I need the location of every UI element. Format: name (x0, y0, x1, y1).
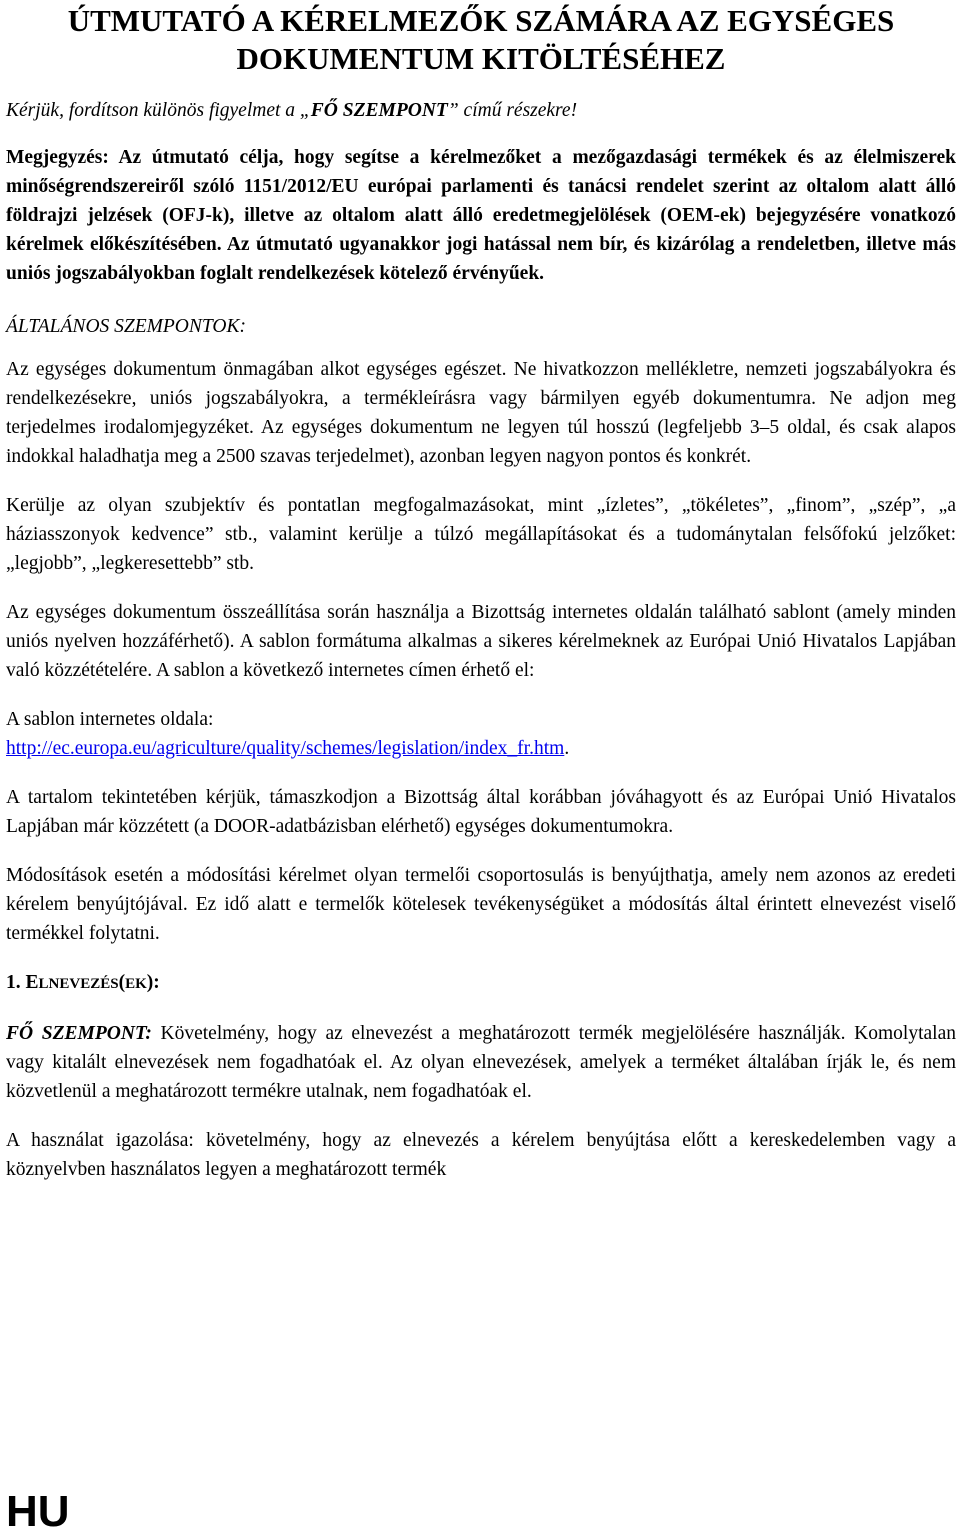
template-link[interactable]: http://ec.europa.eu/agriculture/quality/schemes/legislation/index_fr.htm (6, 738, 565, 759)
language-code: HU (6, 1487, 70, 1536)
main-point-text: Követelmény, hogy az elnevezést a meghatározott termék megjelölésére használják. Komolytalan vagy kitalált elnevezések nem fogadhatóak el. Az olyan elnevezések, amelyek a terméket általában írják le, és nem közvetlenül a meghatározott termékre utalnak, nem fogadhatóak el. (6, 1023, 956, 1102)
subtitle (6, 98, 956, 124)
paragraph-3: Az egységes dokumentum összeállítása során használja a Bizottság internetes oldalán található sablont (amely minden uniós nyelven hozzáférhető). A sablon formátuma alkalmas a sikeres kérelmeknek az Európai Unió Hivatalos Lapjában való közzétételére. A sablon a következő internetes címen érhető el: (6, 602, 956, 681)
template-link-end: . (564, 738, 570, 759)
title-line-1: ÚTMUTATÓ A KÉRELMEZŐK SZÁMÁRA AZ EGYSÉGES (67, 3, 895, 38)
template-link-line (6, 734, 956, 763)
usage-paragraph: A használat igazolása: követelmény, hogy az elnevezés a kérelem benyújtása előtt a kereskedelemben vagy a köznyelvben használatos legyen a meghatározott termék (6, 1130, 956, 1180)
subtitle-bold: FŐ SZEMPONT (310, 100, 448, 121)
section-1-sc1: LNEVEZÉS (38, 976, 119, 992)
title-line-2: DOKUMENTUM KITÖLTÉSÉHEZ (236, 41, 726, 76)
document-page (6, 0, 956, 1184)
note-paragraph: Megjegyzés: Az útmutató célja, hogy segítse a kérelmezőket a mezőgazdasági termékek és az élelmiszerek minőségrendszereiről szóló 1151/2012/EU európai parlamenti és tanácsi rendelet szerint az oltalom alatt álló földrajzi jelzések (OFJ-k), illetve az oltalom alatt álló eredetmegjelölések (OEM-ek) bejegyzésére vonatkozó kérelmek előkészítésében. Az útmutató ugyanakkor jogi hatással nem bír, és kizárólag a rendeletben, illetve más uniós jogszabályokban foglalt rendelkezések kötelező érvényűek. (6, 147, 956, 284)
paragraph-4: A tartalom tekintetében kérjük, támaszkodjon a Bizottság által korábban jóváhagyott és az Európai Unió Hivatalos Lapjában már közzétett (a DOOR-adatbázisban elérhető) egységes dokumentumokra. (6, 787, 956, 837)
paragraph-1: Az egységes dokumentum önmagában alkot egységes egészet. Ne hivatkozzon mellékletre, nemzeti jogszabályokra és rendelkezésekre, uniós jogszabályokra, a termékleírásra vagy bármilyen egyéb dokumentumra. Ne adjon meg terjedelmes irodalomjegyzéket. Az egységes dokumentum ne legyen túl hosszú (legfeljebb 3–5 oldal, és csak alapos indokkal haladhatja meg a 2500 szavas terjedelmet), azonban legyen nagyon pontos és konkrét. (6, 359, 956, 467)
general-heading: ÁLTALÁNOS SZEMPONTOK: (6, 316, 246, 337)
template-label: A sablon internetes oldala: (6, 709, 214, 730)
section-1-heading (6, 968, 956, 999)
document-title (6, 2, 956, 78)
section-1-mid: ( (118, 972, 126, 993)
section-1-end: ): (146, 972, 160, 993)
paragraph-2: Kerülje az olyan szubjektív és pontatlan megfogalmazásokat, mint „ízletes”, „tökéletes”, „finom”, „szép”, „a háziasszonyok kedvence” stb., valamint kerülje a túlzó megállapításokat és a tudománytalan felsőfokú jelzőket: „legjobb”, „legkeresettebb” stb. (6, 495, 956, 574)
section-1-num: 1. E (6, 972, 39, 993)
subtitle-pre: Kérjük, fordítson különös figyelmet a „ (6, 100, 311, 121)
paragraph-5: Módosítások esetén a módosítási kérelmet olyan termelői csoportosulás is benyújthatja, amely nem azonos az eredeti kérelem benyújtójával. Ez idő alatt e termelők kötelesek tevékenységüket a módosítás által érintett elnevezést viselő termékkel folytatni. (6, 865, 956, 944)
main-point-label: FŐ SZEMPONT: (6, 1023, 152, 1044)
subtitle-post: ” című részekre! (447, 100, 578, 121)
section-1-sc2: EK (125, 976, 147, 992)
main-point-paragraph (6, 1019, 956, 1106)
